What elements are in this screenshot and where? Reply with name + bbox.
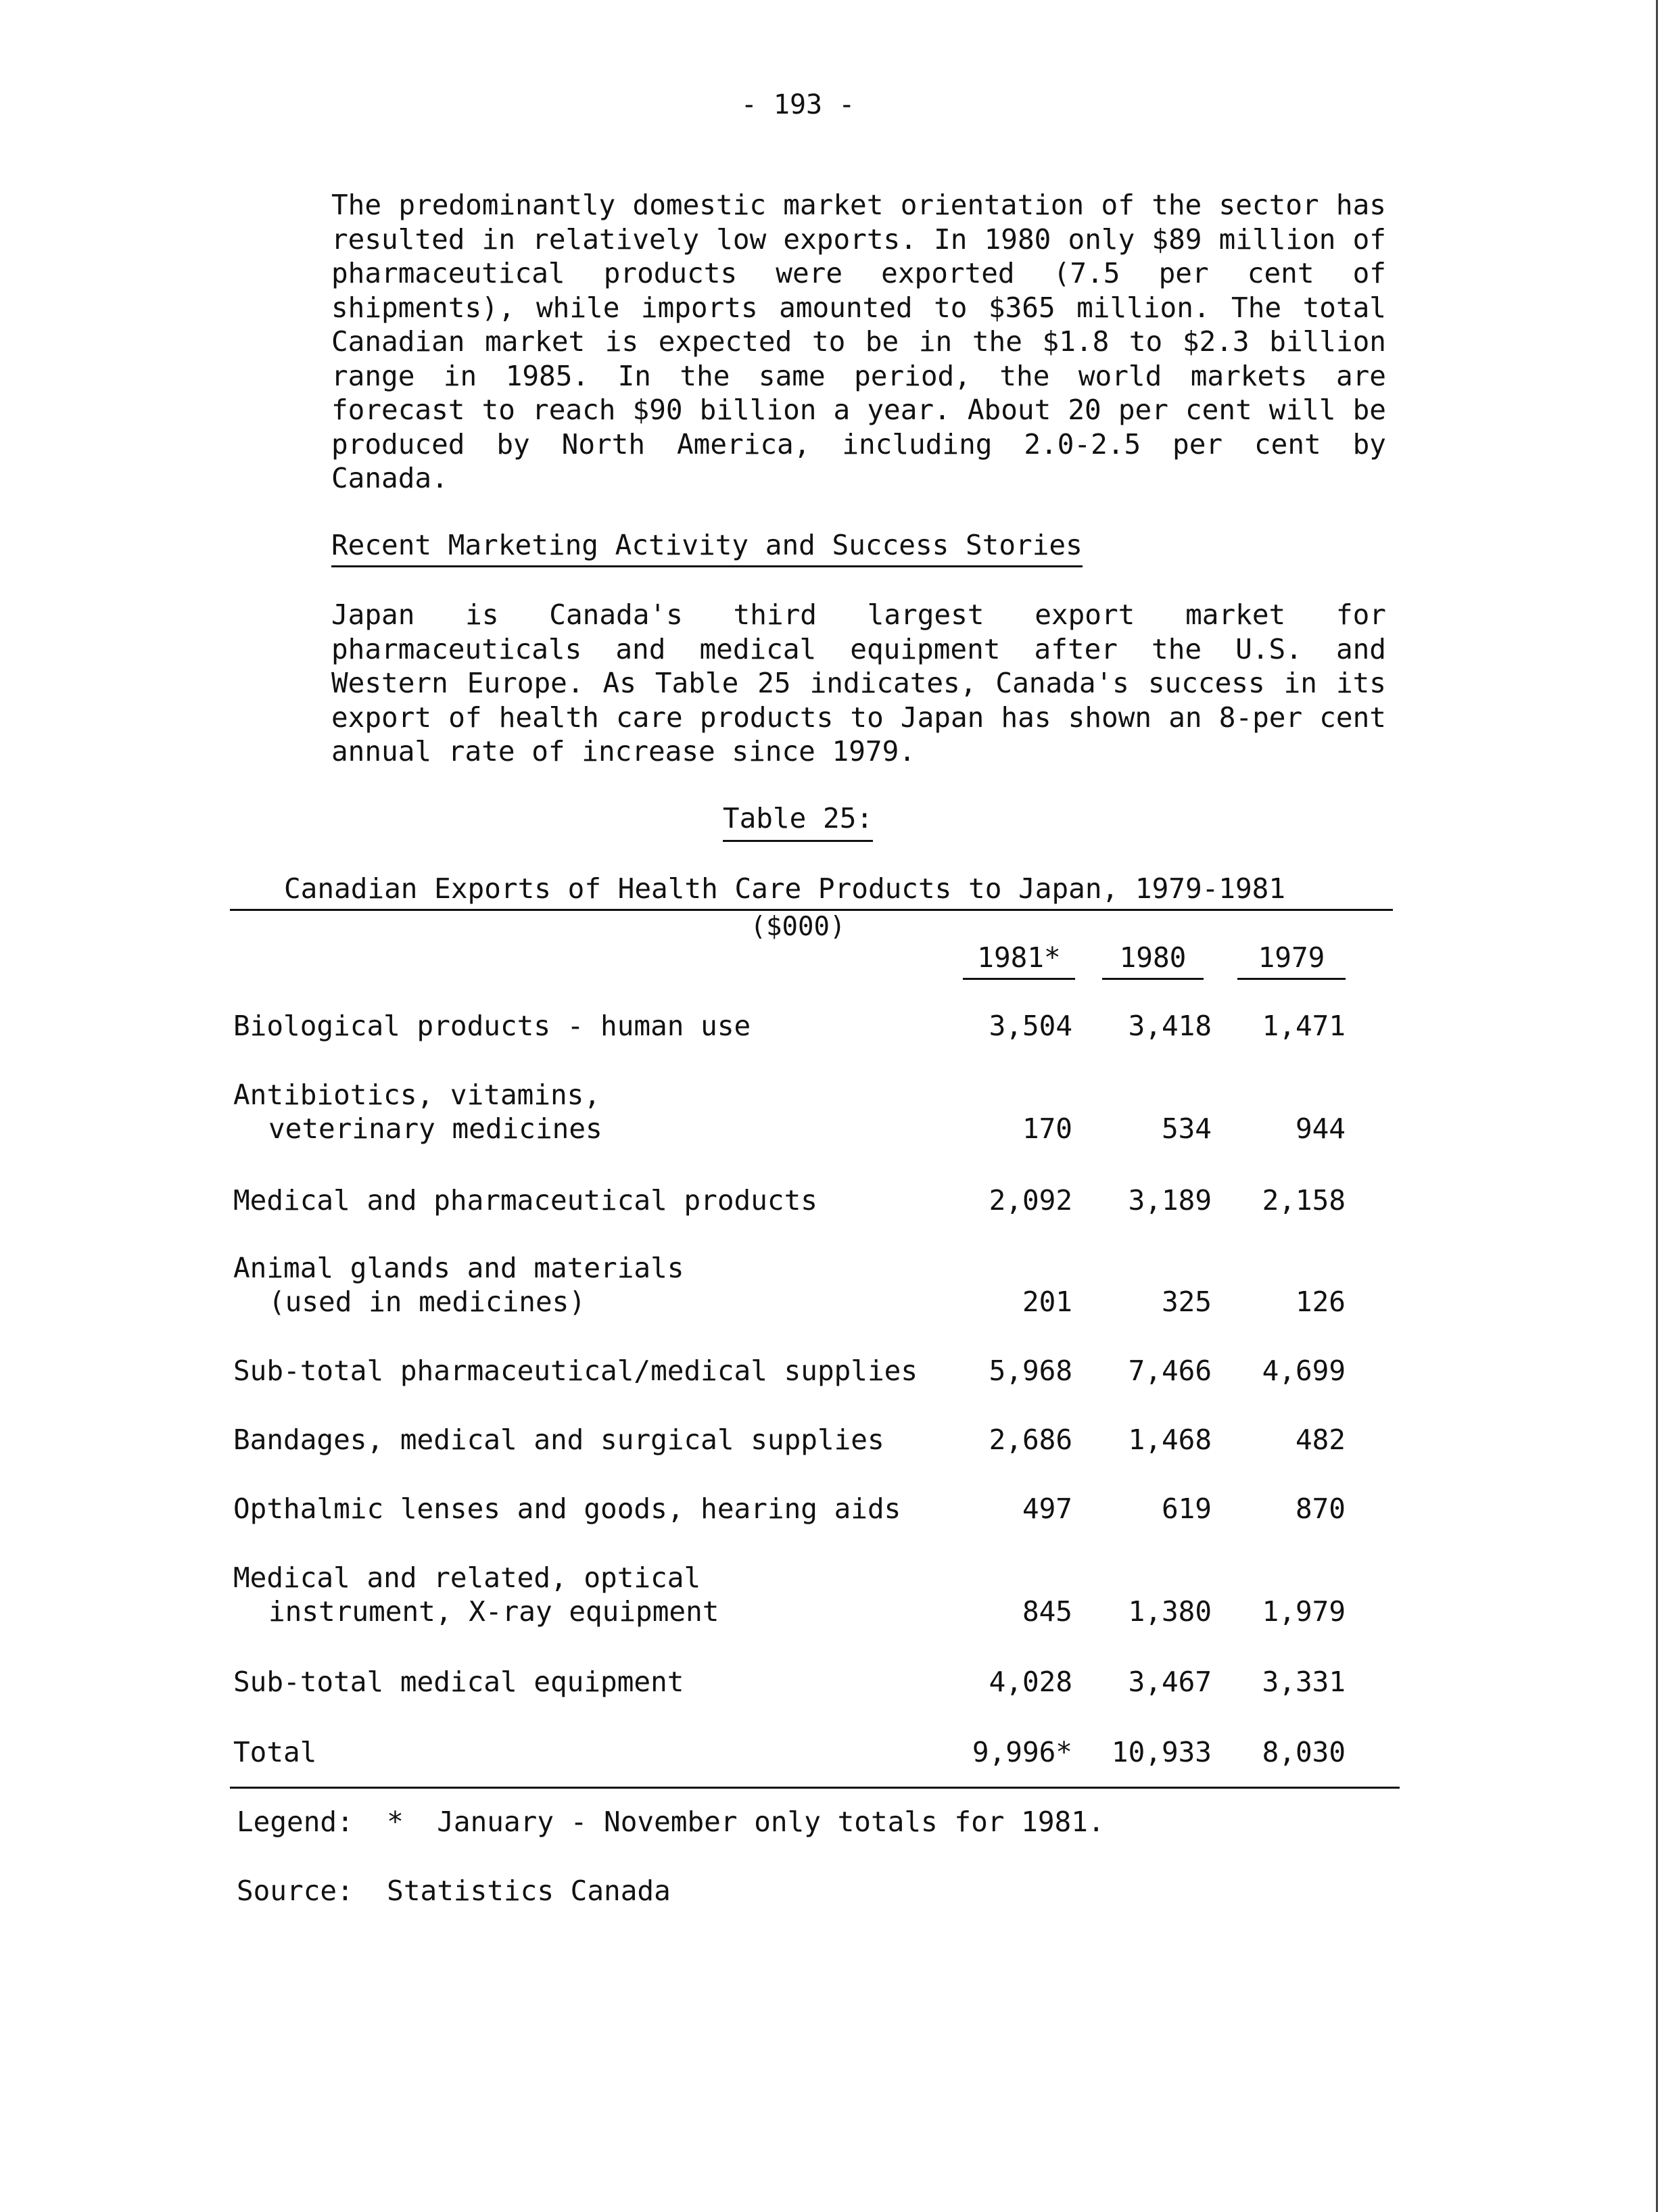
- cell-1981: 2,686: [989, 1423, 1072, 1456]
- cell-1981: 4,028: [989, 1666, 1072, 1698]
- row-label-line: Sub-total medical equipment: [233, 1666, 684, 1698]
- table-label-text: Table 25:: [723, 802, 873, 842]
- table-label: [0, 802, 1596, 834]
- row-label-line: Antibiotics, vitamins,: [233, 1079, 601, 1111]
- column-header-1980: 1980: [1102, 941, 1204, 980]
- cell-1979: 4,699: [1262, 1355, 1346, 1387]
- cell-1981: 497: [1022, 1492, 1072, 1525]
- cell-1979: 1,471: [1262, 1010, 1346, 1042]
- paragraph-japan-exports: Japan is Canada's third largest export market for pharmaceuticals and medical equipment after the U.S. and Western Europe. As Table 25 indicates, Canada's success in its export of health care products to Japan has shown an 8-per cent annual rate of increase since 1979.: [331, 598, 1386, 768]
- cell-1980: 3,418: [1128, 1010, 1212, 1042]
- row-label: [233, 1078, 950, 1146]
- table-legend: Legend: * January - November only totals for 1981.: [237, 1806, 1105, 1838]
- cell-1980: 619: [1161, 1492, 1212, 1525]
- cell-1981: 170: [1022, 1112, 1072, 1145]
- cell-1979: 482: [1295, 1423, 1346, 1456]
- row-label: [233, 1251, 950, 1319]
- cell-1980: 3,189: [1128, 1184, 1212, 1217]
- row-label-line: (used in medicines): [268, 1286, 586, 1318]
- cell-1981: 5,968: [989, 1355, 1072, 1387]
- page-number: - 193 -: [740, 89, 855, 120]
- cell-1979: 944: [1295, 1112, 1346, 1145]
- section-heading: Recent Marketing Activity and Success Stories: [331, 529, 1083, 567]
- row-label: [233, 1183, 950, 1217]
- row-label: [233, 1354, 950, 1388]
- cell-1981: 201: [1022, 1286, 1072, 1318]
- cell-1980: 7,466: [1128, 1355, 1212, 1387]
- row-label: [233, 1009, 950, 1043]
- row-label-line: Sub-total pharmaceutical/medical supplies: [233, 1355, 918, 1387]
- row-label: [233, 1735, 950, 1769]
- cell-1981: 845: [1022, 1595, 1072, 1628]
- paragraph-market-orientation: The predominantly domestic market orientation of the sector has resulted in relatively low exports. In 1980 only $89 million of pharmaceutical products were exported (7.5 per cent of shipments), while imports amounted to $365 million. The total Canadian market is expected to be in the $1.8 to $2.3 billion range in 1985. In the same period, the world markets are forecast to reach $90 billion a year. About 20 per cent will be produced by North America, including 2.0-2.5 per cent by Canada.: [331, 189, 1386, 494]
- cell-1980: 1,468: [1128, 1423, 1212, 1456]
- cell-1979: 126: [1295, 1286, 1346, 1318]
- row-label-line: Total: [233, 1736, 317, 1768]
- column-header-1981: 1981*: [963, 941, 1075, 980]
- row-label: [233, 1492, 950, 1526]
- column-header-1979: 1979: [1237, 941, 1346, 980]
- cell-1979: 8,030: [1262, 1736, 1346, 1768]
- table-bottom-rule: [230, 1787, 1400, 1789]
- row-label-line: Medical and pharmaceutical products: [233, 1184, 817, 1217]
- row-label-line: Opthalmic lenses and goods, hearing aids: [233, 1492, 901, 1525]
- cell-1980: 3,467: [1128, 1666, 1212, 1698]
- page-edge-line: [1656, 0, 1658, 2212]
- cell-1980: 10,933: [1111, 1736, 1212, 1768]
- cell-1979: 3,331: [1262, 1666, 1346, 1698]
- row-label: [233, 1561, 950, 1628]
- cell-1980: 1,380: [1128, 1595, 1212, 1628]
- row-label-line: Animal glands and materials: [233, 1252, 684, 1284]
- cell-1979: 1,979: [1262, 1595, 1346, 1628]
- table-source: Source: Statistics Canada: [237, 1875, 671, 1907]
- row-label: [233, 1665, 950, 1699]
- cell-1981: 2,092: [989, 1184, 1072, 1217]
- cell-1981: 3,504: [989, 1010, 1072, 1042]
- row-label-line: instrument, X-ray equipment: [268, 1595, 719, 1628]
- row-label-line: veterinary medicines: [268, 1112, 602, 1145]
- table-unit: ($000): [750, 912, 846, 942]
- cell-1979: 870: [1295, 1492, 1346, 1525]
- table-title: Canadian Exports of Health Care Products to Japan, 1979-1981: [230, 872, 1393, 911]
- row-label-line: Biological products - human use: [233, 1010, 751, 1042]
- row-label-line: Medical and related, optical: [233, 1561, 701, 1594]
- cell-1980: 534: [1161, 1112, 1212, 1145]
- row-label: [233, 1423, 950, 1457]
- cell-1979: 2,158: [1262, 1184, 1346, 1217]
- row-label-line: Bandages, medical and surgical supplies: [233, 1423, 884, 1456]
- cell-1980: 325: [1161, 1286, 1212, 1318]
- cell-1981: 9,996*: [972, 1736, 1072, 1768]
